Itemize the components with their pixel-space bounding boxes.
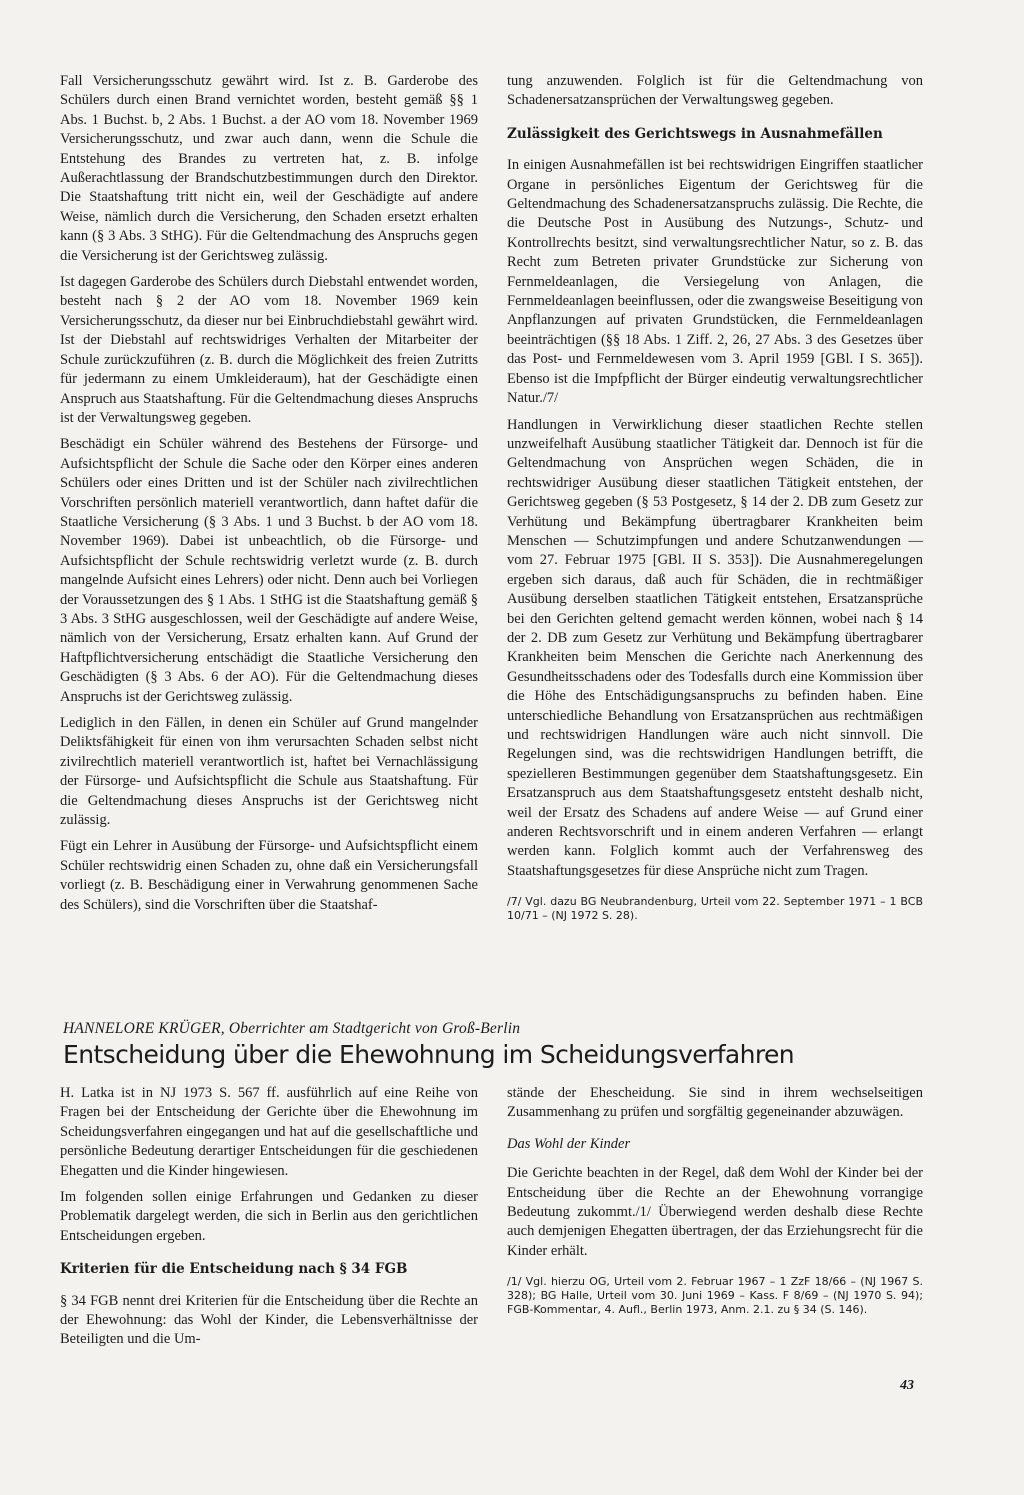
- section-heading: Kriterien für die Entscheidung nach § 34 FGB: [60, 1261, 408, 1278]
- footnote: /7/ Vgl. dazu BG Neubrandenburg, Urteil vom 22. September 1971 – 1 BCB 10/71 – (NJ 1972 S. 28).: [507, 895, 923, 923]
- top-right-column: [507, 72, 923, 930]
- section-subheading: Das Wohl der Kinder: [507, 1135, 631, 1152]
- article-title: Entscheidung über die Ehewohnung im Scheidungsverfahren: [63, 1040, 795, 1069]
- paragraph: Beschädigt ein Schüler während des Bestehens der Fürsorge- und Aufsichtspflicht der Schule die Sache oder den Körper eines anderen Schülers oder eines Dritten und ist der Schüler nach zivilrechtlichen Vorschriften persönlich materiell verantwortlich, dann haftet dafür die Staatliche Versicherung (§ 3 Abs. 1 und 3 Buchst. b der AO vom 18. November 1969). Dabei ist unbeachtlich, ob die Fürsorge- und Aufsichtspflicht der Schule rechtswidrig verletzt wurde (z. B. durch mangelnde Aufsicht eines Lehrers) oder nicht. Denn auch bei Vorliegen der Voraussetzungen des § 1 Abs. 1 StHG ist die Staatshaftung gemäß § 3 Abs. 3 StHG ausgeschlossen, weil der Geschädigte auf andere Weise, nämlich von der Versicherung, Ersatz erhalten kann. Auf Grund der Haftpflichtversicherung entschädigt die Staatliche Versicherung den Geschädigten (§ 3 Abs. 6 der AO). Für die Geltendmachung dieses Anspruchs ist der Gerichtsweg zulässig.: [60, 436, 478, 705]
- section-heading: Zulässigkeit des Gerichtswegs in Ausnahmefällen: [507, 125, 883, 142]
- author-line: HANNELORE KRÜGER, Oberrichter am Stadtgericht von Groß-Berlin: [63, 1020, 521, 1037]
- article-left-column: [60, 1084, 478, 1357]
- paragraph: H. Latka ist in NJ 1973 S. 567 ff. ausführlich auf eine Reihe von Fragen bei der Entscheidung der Gerichte über die Ehewohnung im Scheidungsverfahren eingegangen und hat auf die gesellschaftliche und persönliche Bedeutung derartiger Entscheidungen für die geschiedenen Ehegatten und die Kinder hingewiesen.: [60, 1085, 478, 1179]
- paragraph: Lediglich in den Fällen, in denen ein Schüler auf Grund mangelnder Deliktsfähigkeit für einen von ihm verursachten Schaden selbst nicht zivilrechtlich materiell verantwortlich ist, haftet bei Vernachlässigung der Fürsorge- und Aufsichtspflicht die Schule aus Staatshaftung. Für die Geltendmachung dieses Anspruchs ist der Gerichtsweg nicht zulässig.: [60, 715, 478, 829]
- paragraph: Handlungen in Verwirklichung dieser staatlichen Rechte stellen unzweifelhaft Ausübung staatlicher Tätigkeit dar. Dennoch ist für die Geltendmachung von Ansprüchen wegen Schäden, die in rechtswidriger Ausübung dieser staatlichen Tätigkeit entstehen, der Gerichtsweg gegeben (§ 53 Postgesetz, § 14 der 2. DB zum Gesetz zur Verhütung und Bekämpfung übertragbarer Krankheiten beim Menschen — Schutzimpfungen und andere Schutzanwendungen — vom 27. Februar 1975 [GBl. II S. 353]). Die Ausnahmeregelungen ergeben sich daraus, daß auch für Schäden, die in rechtmäßiger Ausübung derselben staatlichen Tätigkeit entstehen, Ersatzansprüche bei den Gerichten geltend gemacht werden können, wobei nach § 14 der 2. DB zum Gesetz zur Verhütung und Bekämpfung übertragbarer Krankheiten beim Menschen die Gerichte nach Anerkennung des Gesundheitsschadens oder des Todesfalls durch eine Kommission über die Höhe des Entschädigungsanspruchs zu befinden haben. Eine unterschiedliche Behandlung von Ersatzansprüchen aus rechtmäßigen und rechtswidrigen Handlungen wäre auch nicht sinnvoll. Die Regelungen sind, was die rechtswidrigen Handlungen betrifft, die spezielleren Bestimmungen gegenüber dem Staatshaftungsgesetz. Ein Ersatzanspruch aus dem Staatshaftungsgesetz entsteht deshalb nicht, weil der Ersatz des Schadens auf andere Weise — auf Grund einer anderen Rechtsvorschrift und in einem anderen Verfahren — erlangt werden kann. Folglich kommt auch der Verfahrensweg des Staatshaftungsgesetzes für diese Ansprüche nicht zum Tragen.: [507, 416, 923, 879]
- paragraph-continuation: tung anzuwenden. Folglich ist für die Geltendmachung von Schadenersatzansprüchen der Verwaltungsweg gegeben.: [507, 73, 923, 109]
- paragraph: Fügt ein Lehrer in Ausübung der Fürsorge- und Aufsichtspflicht einem Schüler rechtswidrig einen Schaden zu, ohne daß ein Versicherungsfall vorliegt (z. B. Beschädigung einer in Verwahrung genommenen Sache des Schülers), sind die Vorschriften über die Staatshaf-: [60, 838, 478, 913]
- paragraph: § 34 FGB nennt drei Kriterien für die Entscheidung über die Rechte an der Ehewohnung: das Wohl der Kinder, die Lebensverhältnisse der Beteiligten und die Um-: [60, 1292, 478, 1348]
- paragraph-continuation: stände der Ehescheidung. Sie sind in ihrem wechselseitigen Zusammenhang zu prüfen und sorgfältig gegeneinander abzuwägen.: [507, 1085, 923, 1121]
- article-right-column: [507, 1084, 923, 1324]
- paragraph: Fall Versicherungsschutz gewährt wird. Ist z. B. Garderobe des Schülers durch einen Brand vernichtet worden, besteht gemäß §§ 1 Abs. 1 Buchst. b, 2 Abs. 1 Buchst. a der AO vom 18. November 1969 Versicherungsschutz, und zwar auch dann, wenn die Schule die Entstehung des Brandes zu vertreten hat, z. B. infolge Außerachtlassung der Brandschutzbestimmungen durch den Direktor. Die Staatshaftung tritt nicht ein, weil der Geschädigte auf andere Weise, nämlich durch die Versicherung, den Schaden ersetzt erhalten kann (§ 3 Abs. 3 StHG). Für die Geltendmachung des Anspruchs gegen die Versicherung ist der Gerichtsweg zulässig.: [60, 73, 478, 264]
- paragraph: Ist dagegen Garderobe des Schülers durch Diebstahl entwendet worden, besteht nach § 2 der AO vom 18. November 1969 kein Versicherungsschutz, da dieser nur bei Einbruchdiebstahl gewährt wird. Ist der Diebstahl auf rechtswidriges Verhalten der Mitarbeiter der Schule zurückzuführen (z. B. durch die Möglichkeit des freien Zutritts für jedermann zu einem Umkleideraum), hat der Geschädigte einen Anspruch aus Staatshaftung. Für die Geltendmachung dieses Anspruchs ist der Verwaltungsweg gegeben.: [60, 274, 478, 426]
- paragraph: Die Gerichte beachten in der Regel, daß dem Wohl der Kinder bei der Entscheidung über die Rechte an der Ehewohnung vorrangige Bedeutung zukommt./1/ Überwiegend werden deshalb diese Rechte auch demjenigen Ehegatten übertragen, der das Erziehungsrecht für die Kinder erhält.: [507, 1165, 923, 1259]
- footnote: /1/ Vgl. hierzu OG, Urteil vom 2. Februar 1967 – 1 ZzF 18/66 – (NJ 1967 S. 328); BG Halle, Urteil vom 30. Juni 1969 – Kass. F 8/69 – (NJ 1970 S. 94); FGB-Kommentar, 4. Aufl., Berlin 1973, Anm. 2.1. zu § 34 (S. 146).: [507, 1275, 923, 1317]
- top-left-column: [60, 72, 478, 922]
- paragraph: Im folgenden sollen einige Erfahrungen und Gedanken zu dieser Problematik dargelegt werden, die sich in Berlin aus den gerichtlichen Entscheidungen ergeben.: [60, 1189, 478, 1244]
- page-number: 43: [900, 1378, 914, 1393]
- paragraph: In einigen Ausnahmefällen ist bei rechtswidrigen Eingriffen staatlicher Organe in persönliches Eigentum der Gerichtsweg für die Geltendmachung des Schadenersatzanspruchs zulässig. Die Rechte, die die Deutsche Post in Ausübung des Nutzungs-, Schutz- und Kontrollrechts besitzt, sind verwaltungsrechtlicher Natur, so z. B. das Recht zum Betreten privater Grundstücke zur Sicherung von Fernmeldeanlagen, die Versiegelung von Anlagen, die Fernmeldeanlagen beeinflussen, oder die zwangsweise Beseitigung von Anpflanzungen auf privaten Grundstücken, die Fernmeldeanlagen beeinträchtigen (§§ 18 Abs. 1 Ziff. 2, 26, 27 Abs. 3 des Gesetzes über das Post- und Fernmeldewesen vom 3. April 1959 [GBl. I S. 365]). Ebenso ist die Impfpflicht der Bürger eindeutig verwaltungsrechtlicher Natur./7/: [507, 157, 923, 407]
